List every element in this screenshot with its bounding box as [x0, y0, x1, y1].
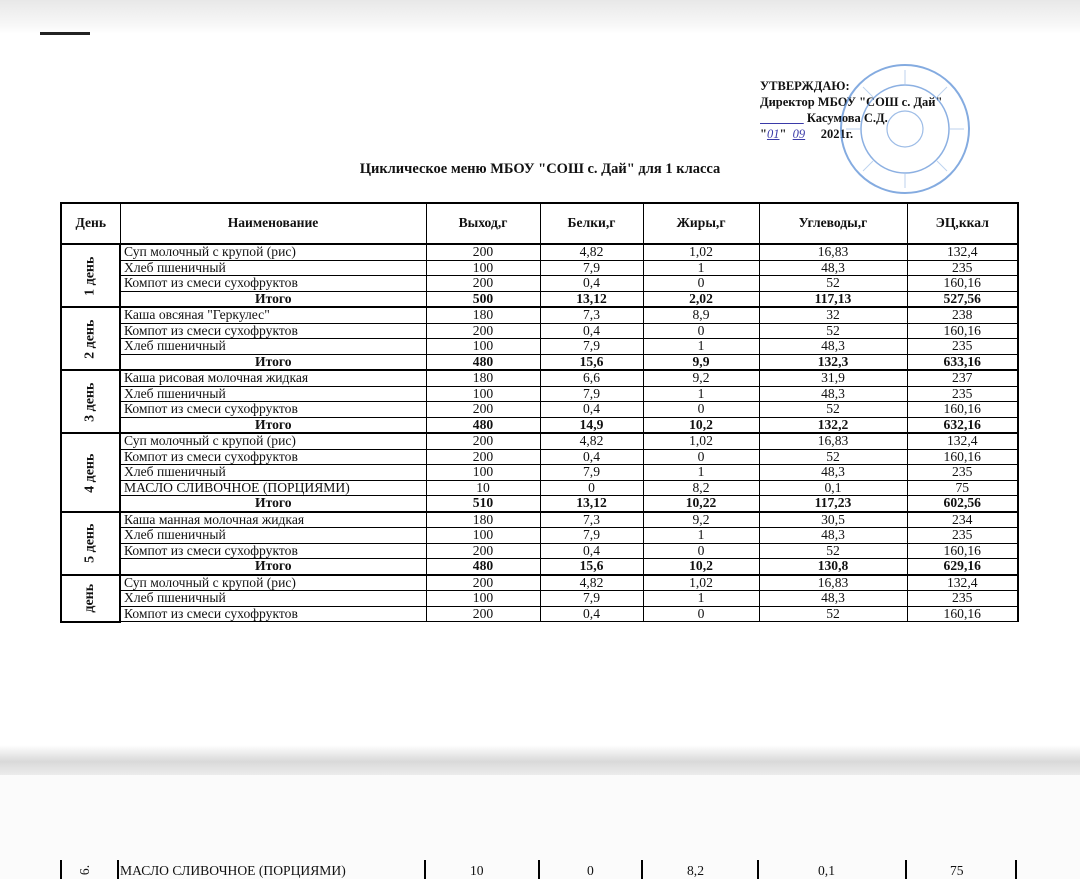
approval-date: "01" 09 2021г. [760, 127, 854, 141]
item-name: Хлеб пшеничный [120, 386, 426, 402]
table-row [61, 323, 1018, 339]
item-fat: 9,2 [643, 512, 759, 528]
table-row [61, 575, 1018, 591]
item-protein: 4,82 [540, 575, 643, 591]
item-name: Компот из смеси сухофруктов [120, 323, 426, 339]
total-label: Итого [120, 354, 426, 370]
item-energy: 132,4 [907, 433, 1018, 449]
bottom-row-carbs: 0,1 [818, 863, 835, 878]
item-energy: 160,16 [907, 449, 1018, 465]
item-yield: 100 [426, 528, 540, 544]
item-fat: 0 [643, 323, 759, 339]
item-name: Суп молочный с крупой (рис) [120, 433, 426, 449]
bottom-row-protein: 0 [587, 863, 594, 878]
item-yield: 180 [426, 512, 540, 528]
bottom-row-energy: 75 [950, 863, 964, 878]
day-label-cell [61, 307, 120, 370]
header-day: День [61, 203, 120, 244]
item-name: Компот из смеси сухофруктов [120, 543, 426, 559]
item-carbs: 16,83 [759, 244, 907, 260]
item-energy: 237 [907, 370, 1018, 386]
item-carbs: 31,9 [759, 370, 907, 386]
table-row [61, 307, 1018, 323]
table-row [61, 512, 1018, 528]
item-name: Компот из смеси сухофруктов [120, 449, 426, 465]
table-row [61, 370, 1018, 386]
item-name: Компот из смеси сухофруктов [120, 606, 426, 622]
item-name: Каша овсяная "Геркулес" [120, 307, 426, 323]
item-carbs: 48,3 [759, 339, 907, 355]
item-fat: 0 [643, 276, 759, 292]
day-label: 1 день [82, 256, 98, 296]
total-fat: 9,9 [643, 354, 759, 370]
item-carbs: 52 [759, 606, 907, 622]
total-row [61, 417, 1018, 433]
total-carbs: 132,3 [759, 354, 907, 370]
item-protein: 0,4 [540, 449, 643, 465]
day-label-cell [61, 433, 120, 512]
item-energy: 235 [907, 591, 1018, 607]
item-yield: 180 [426, 307, 540, 323]
item-protein: 0,4 [540, 606, 643, 622]
item-yield: 100 [426, 339, 540, 355]
table-row [61, 480, 1018, 496]
table-row [61, 339, 1018, 355]
item-name: МАСЛО СЛИВОЧНОЕ (ПОРЦИЯМИ) [120, 480, 426, 496]
item-name: Компот из смеси сухофруктов [120, 402, 426, 418]
day-label-cell [61, 575, 120, 622]
item-protein: 0,4 [540, 276, 643, 292]
item-name: Суп молочный с крупой (рис) [120, 244, 426, 260]
table-row [61, 465, 1018, 481]
table-row [61, 386, 1018, 402]
item-energy: 160,16 [907, 543, 1018, 559]
total-protein: 13,12 [540, 291, 643, 307]
item-carbs: 16,83 [759, 575, 907, 591]
item-yield: 200 [426, 575, 540, 591]
item-fat: 0 [643, 543, 759, 559]
total-carbs: 117,13 [759, 291, 907, 307]
item-carbs: 48,3 [759, 386, 907, 402]
total-fat: 10,22 [643, 496, 759, 512]
item-carbs: 48,3 [759, 260, 907, 276]
item-fat: 1 [643, 528, 759, 544]
signature-icon [760, 111, 804, 125]
total-protein: 15,6 [540, 354, 643, 370]
approval-director: Директор МБОУ "СОШ с. Дай" [760, 95, 943, 109]
bottom-row-yield: 10 [470, 863, 484, 878]
item-energy: 235 [907, 260, 1018, 276]
item-energy: 160,16 [907, 606, 1018, 622]
item-carbs: 48,3 [759, 528, 907, 544]
item-name: Хлеб пшеничный [120, 260, 426, 276]
total-row [61, 291, 1018, 307]
item-carbs: 52 [759, 402, 907, 418]
item-name: Хлеб пшеничный [120, 339, 426, 355]
approval-name: Касумова С.Д. [806, 111, 888, 125]
item-yield: 200 [426, 323, 540, 339]
bottom-table-row [60, 860, 1017, 879]
item-carbs: 16,83 [759, 433, 907, 449]
item-fat: 1 [643, 386, 759, 402]
table-row [61, 528, 1018, 544]
bottom-row-fat: 8,2 [687, 863, 704, 878]
item-energy: 235 [907, 339, 1018, 355]
day-label: 4 день [82, 453, 98, 493]
total-row [61, 354, 1018, 370]
item-fat: 1,02 [643, 433, 759, 449]
page-top-shadow [0, 0, 1080, 34]
item-fat: 9,2 [643, 370, 759, 386]
table-row [61, 449, 1018, 465]
page-corner-mark [40, 32, 90, 35]
day-label-cell [61, 244, 120, 307]
item-energy: 160,16 [907, 323, 1018, 339]
total-protein: 14,9 [540, 417, 643, 433]
item-protein: 0,4 [540, 543, 643, 559]
table-row [61, 402, 1018, 418]
item-carbs: 32 [759, 307, 907, 323]
item-yield: 200 [426, 402, 540, 418]
total-fat: 10,2 [643, 417, 759, 433]
item-protein: 4,82 [540, 433, 643, 449]
item-energy: 132,4 [907, 575, 1018, 591]
item-protein: 0,4 [540, 402, 643, 418]
item-fat: 0 [643, 606, 759, 622]
header-fat: Жиры,г [643, 203, 759, 244]
table-row [61, 276, 1018, 292]
item-protein: 0 [540, 480, 643, 496]
item-yield: 200 [426, 433, 540, 449]
item-name: Хлеб пшеничный [120, 591, 426, 607]
page-gap [0, 745, 1080, 775]
item-yield: 200 [426, 543, 540, 559]
total-row [61, 496, 1018, 512]
total-energy: 527,56 [907, 291, 1018, 307]
item-energy: 234 [907, 512, 1018, 528]
total-energy: 632,16 [907, 417, 1018, 433]
item-fat: 8,2 [643, 480, 759, 496]
total-protein: 15,6 [540, 559, 643, 575]
total-row [61, 559, 1018, 575]
item-carbs: 48,3 [759, 465, 907, 481]
total-yield: 480 [426, 559, 540, 575]
day-label-cell [61, 370, 120, 433]
day-label: 2 день [82, 319, 98, 359]
header-yield: Выход,г [426, 203, 540, 244]
item-protein: 0,4 [540, 323, 643, 339]
total-label: Итого [120, 496, 426, 512]
item-protein: 7,9 [540, 528, 643, 544]
header-protein: Белки,г [540, 203, 643, 244]
total-carbs: 117,23 [759, 496, 907, 512]
item-name: Хлеб пшеничный [120, 528, 426, 544]
item-fat: 1 [643, 591, 759, 607]
total-label: Итого [120, 291, 426, 307]
item-energy: 160,16 [907, 276, 1018, 292]
total-energy: 633,16 [907, 354, 1018, 370]
bottom-row-name: МАСЛО СЛИВОЧНОЕ (ПОРЦИЯМИ) [120, 863, 346, 878]
table-header-row [61, 203, 1018, 244]
total-carbs: 132,2 [759, 417, 907, 433]
item-name: Каша манная молочная жидкая [120, 512, 426, 528]
total-energy: 602,56 [907, 496, 1018, 512]
table-row [61, 244, 1018, 260]
item-protein: 7,9 [540, 339, 643, 355]
item-name: Компот из смеси сухофруктов [120, 276, 426, 292]
item-yield: 100 [426, 386, 540, 402]
total-protein: 13,12 [540, 496, 643, 512]
item-fat: 1,02 [643, 244, 759, 260]
day-label: день [82, 584, 98, 613]
total-yield: 480 [426, 354, 540, 370]
total-fat: 10,2 [643, 559, 759, 575]
table-row [61, 260, 1018, 276]
table-row [61, 433, 1018, 449]
item-yield: 200 [426, 244, 540, 260]
item-yield: 180 [426, 370, 540, 386]
item-fat: 8,9 [643, 307, 759, 323]
item-energy: 235 [907, 386, 1018, 402]
item-name: Хлеб пшеничный [120, 465, 426, 481]
item-protein: 7,3 [540, 512, 643, 528]
item-fat: 0 [643, 449, 759, 465]
item-protein: 7,9 [540, 591, 643, 607]
item-name: Суп молочный с крупой (рис) [120, 575, 426, 591]
item-energy: 235 [907, 528, 1018, 544]
total-energy: 629,16 [907, 559, 1018, 575]
total-yield: 510 [426, 496, 540, 512]
item-fat: 0 [643, 402, 759, 418]
item-yield: 100 [426, 591, 540, 607]
page-title: Циклическое меню МБОУ "СОШ с. Дай" для 1 класса [359, 161, 721, 177]
total-carbs: 130,8 [759, 559, 907, 575]
menu-table-body [61, 244, 1018, 622]
total-label: Итого [120, 559, 426, 575]
header-name: Наименование [120, 203, 426, 244]
item-yield: 200 [426, 276, 540, 292]
item-carbs: 52 [759, 543, 907, 559]
total-fat: 2,02 [643, 291, 759, 307]
item-carbs: 48,3 [759, 591, 907, 607]
item-protein: 7,3 [540, 307, 643, 323]
total-yield: 480 [426, 417, 540, 433]
approval-heading: УТВЕРЖДАЮ: [760, 79, 850, 93]
day-label-cell [61, 512, 120, 575]
item-protein: 4,82 [540, 244, 643, 260]
item-energy: 160,16 [907, 402, 1018, 418]
item-energy: 132,4 [907, 244, 1018, 260]
item-name: Каша рисовая молочная жидкая [120, 370, 426, 386]
item-fat: 1,02 [643, 575, 759, 591]
item-carbs: 52 [759, 276, 907, 292]
item-carbs: 52 [759, 449, 907, 465]
item-protein: 7,9 [540, 260, 643, 276]
item-carbs: 30,5 [759, 512, 907, 528]
item-energy: 235 [907, 465, 1018, 481]
item-carbs: 0,1 [759, 480, 907, 496]
header-carbs: Углеводы,г [759, 203, 907, 244]
item-fat: 1 [643, 260, 759, 276]
menu-table [60, 202, 1019, 623]
day-label: 3 день [82, 382, 98, 422]
item-fat: 1 [643, 339, 759, 355]
total-label: Итого [120, 417, 426, 433]
total-yield: 500 [426, 291, 540, 307]
item-fat: 1 [643, 465, 759, 481]
table-row [61, 606, 1018, 622]
item-carbs: 52 [759, 323, 907, 339]
item-protein: 7,9 [540, 386, 643, 402]
item-yield: 200 [426, 449, 540, 465]
item-yield: 100 [426, 260, 540, 276]
item-yield: 10 [426, 480, 540, 496]
item-protein: 6,6 [540, 370, 643, 386]
table-row [61, 591, 1018, 607]
header-energy: ЭЦ,ккал [907, 203, 1018, 244]
item-energy: 238 [907, 307, 1018, 323]
item-protein: 7,9 [540, 465, 643, 481]
item-yield: 100 [426, 465, 540, 481]
table-row [61, 543, 1018, 559]
item-yield: 200 [426, 606, 540, 622]
item-energy: 75 [907, 480, 1018, 496]
day-label: 5 день [82, 523, 98, 564]
bottom-row-day: 6. [77, 864, 93, 876]
